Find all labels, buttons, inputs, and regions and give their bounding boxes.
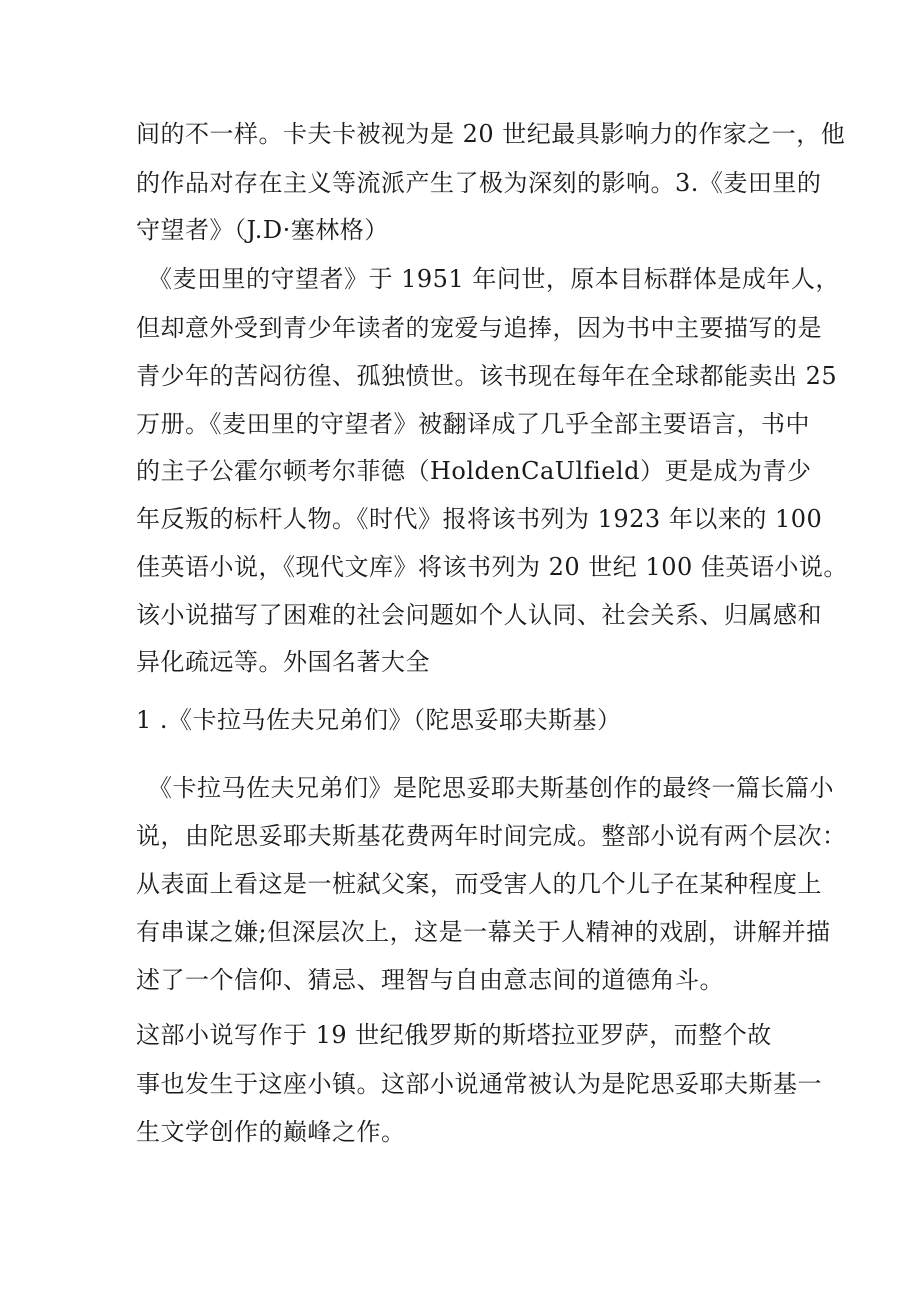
text-line: 佳英语小说，《现代文库》将该书列为 20 世纪 100 佳英语小说。 xyxy=(136,553,848,581)
text-line: 《卡拉马佐夫兄弟们》是陀思妥耶夫斯基创作的最终一篇长篇小 xyxy=(148,774,834,802)
text-line: 异化疏远等。外国名著大全 xyxy=(136,648,430,676)
text-line: 万册。《麦田里的守望者》被翻译成了几乎全部主要语言，书中 xyxy=(136,410,810,438)
text-line: 生文学创作的巅峰之作。 xyxy=(136,1118,406,1146)
text-line: 从表面上看这是一桩弑父案，而受害人的几个儿子在某种程度上 xyxy=(136,870,822,898)
text-line: 年反叛的标杆人物。《时代》报将该书列为 1923 年以来的 100 xyxy=(136,505,823,533)
text-line: 《麦田里的守望者》于 1951 年问世，原本目标群体是成年人， xyxy=(148,265,840,293)
text-line: 的作品对存在主义等流派产生了极为深刻的影响。3.《麦田里的 xyxy=(136,169,822,197)
text-line: 青少年的苦闷彷徨、孤独愤世。该书现在每年在全球都能卖出 25 xyxy=(136,362,838,390)
text-line: 但却意外受到青少年读者的宠爱与追捧，因为书中主要描写的是 xyxy=(136,314,822,342)
text-line: 守望者》（J.D·塞林格） xyxy=(136,216,389,244)
text-line: 有串谋之嫌;但深层次上，这是一幕关于人精神的戏剧，讲解并描 xyxy=(136,918,831,946)
text-line: 该小说描写了困难的社会问题如个人认同、社会关系、归属感和 xyxy=(136,601,822,629)
text-line: 事也发生于这座小镇。这部小说通常被认为是陀思妥耶夫斯基一 xyxy=(136,1070,822,1098)
section-heading: 1 .《卡拉马佐夫兄弟们》（陀思妥耶夫斯基） xyxy=(136,706,622,734)
text-line: 说，由陀思妥耶夫斯基花费两年时间完成。整部小说有两个层次： xyxy=(136,822,847,850)
text-line: 这部小说写作于 19 世纪俄罗斯的斯塔拉亚罗萨，而整个故 xyxy=(136,1021,772,1049)
text-line: 间的不一样。卡夫卡被视为是 20 世纪最具影响力的作家之一，他 xyxy=(136,120,846,148)
text-line: 的主子公霍尔顿考尔菲德（HoldenCaUlfield）更是成为青少 xyxy=(136,457,812,485)
text-line: 述了一个信仰、猜忌、理智与自由意志间的道德角斗。 xyxy=(136,966,724,994)
